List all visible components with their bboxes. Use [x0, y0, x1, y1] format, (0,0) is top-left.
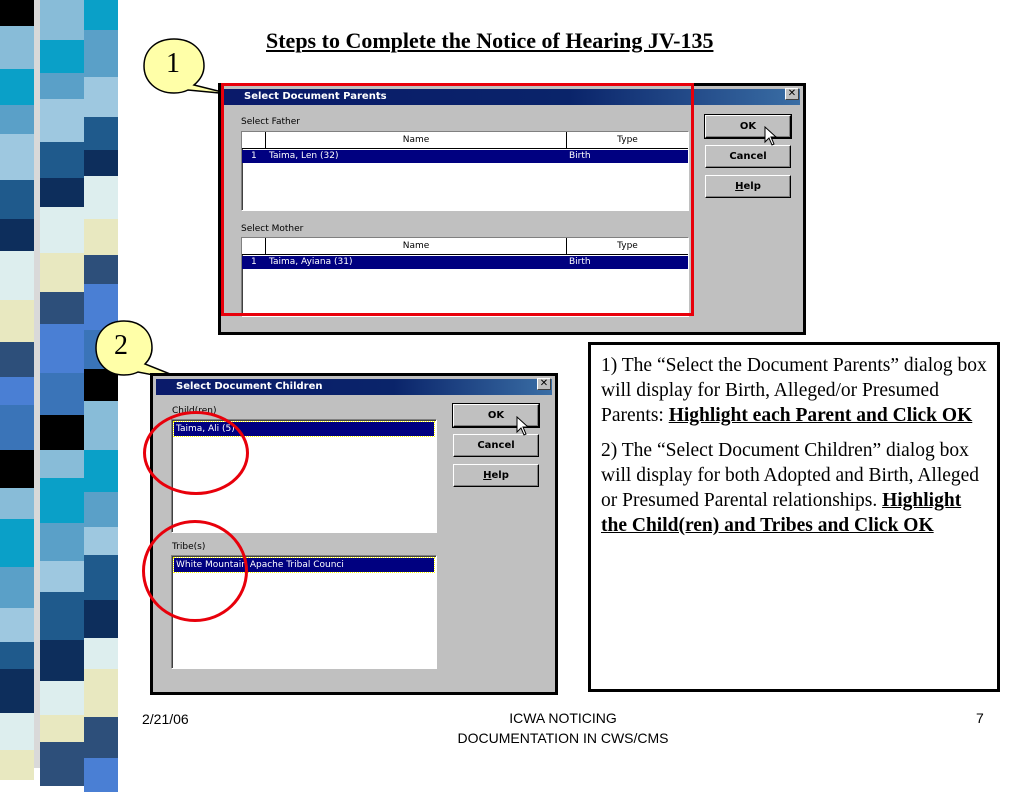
- instruction-2-emphasis: Highlight the Child(ren) and Tribes and Click OK: [601, 490, 962, 536]
- stripe-block: [84, 450, 118, 492]
- dialog-title-bar: Select Document Parents: [224, 89, 800, 105]
- stripe-block: [40, 99, 84, 142]
- stripe-block: [40, 253, 84, 292]
- stripe-block: [84, 117, 118, 150]
- footer-date: 2/21/06: [142, 711, 189, 727]
- stripe-block: [0, 180, 34, 219]
- footer-line-1: ICWA NOTICING: [509, 710, 617, 726]
- select-mother-label: Select Mother: [241, 224, 304, 234]
- close-icon[interactable]: ✕: [537, 378, 551, 390]
- column-header-type[interactable]: Type: [617, 135, 638, 145]
- cancel-button[interactable]: Cancel: [453, 434, 539, 457]
- stripe-block: [40, 592, 84, 640]
- stripe-block: [0, 642, 34, 669]
- stripe-block: [84, 30, 118, 77]
- select-father-label: Select Father: [241, 117, 300, 127]
- stripe-block: [84, 492, 118, 527]
- stripe-block: [40, 373, 84, 415]
- footer-page-number: 7: [976, 710, 984, 726]
- stripe-block: [84, 600, 118, 638]
- column-header-name[interactable]: Name: [266, 132, 567, 149]
- stripe-block: [40, 561, 84, 592]
- stripe-block: [84, 176, 118, 219]
- stripe-block: [84, 527, 118, 555]
- stripe-block: [0, 713, 34, 750]
- instructions-box: [588, 342, 1000, 692]
- stripe-block: [0, 669, 34, 713]
- row-type: Birth: [569, 257, 591, 267]
- stripe-block: [40, 640, 84, 681]
- stripe-block: [40, 324, 84, 373]
- stripe-block: [40, 207, 84, 253]
- stripe-block: [40, 681, 84, 715]
- stripe-block: [40, 523, 84, 561]
- callout-number: 2: [114, 330, 128, 361]
- stripe-block: [40, 415, 84, 450]
- instruction-1-text: 1) The “Select the Document Parents” dialog box will display for Birth, Alleged/or Presumed Parents:: [601, 355, 987, 426]
- stripe-block: [0, 567, 34, 608]
- stripe-block: [84, 401, 118, 450]
- stripe-block: [0, 300, 34, 342]
- stripe-block: [0, 251, 34, 300]
- stripe-block: [0, 219, 34, 251]
- highlight-circle-tribes: [142, 520, 248, 622]
- mouse-pointer-icon: [764, 126, 778, 146]
- help-button[interactable]: [705, 175, 791, 198]
- stripe-block: [40, 478, 84, 523]
- tribes-label: Tribe(s): [172, 542, 206, 552]
- stripe-block: [0, 750, 34, 780]
- stripe-block: [40, 178, 84, 207]
- row-number: 1: [251, 151, 257, 161]
- stripe-block: [84, 0, 118, 30]
- stripe-block: [84, 150, 118, 176]
- column-header-name[interactable]: Name: [266, 238, 567, 255]
- stripe-block: [0, 377, 34, 405]
- stripe-block: [84, 717, 118, 758]
- stripe-block: [0, 608, 34, 642]
- stripe-block: [40, 715, 84, 742]
- cancel-button[interactable]: Cancel: [705, 145, 791, 168]
- help-label: elp: [743, 181, 761, 192]
- stripe-block: [0, 0, 34, 26]
- instruction-1-emphasis: Highlight each Parent and Click OK: [668, 405, 973, 426]
- stripe-block: [84, 638, 118, 669]
- stripe-block: [0, 26, 34, 69]
- stripe-block: [40, 142, 84, 178]
- footer-line-2: DOCUMENTATION IN CWS/CMS: [457, 730, 669, 746]
- row-type: Birth: [569, 151, 591, 161]
- stripe-block: [40, 450, 84, 478]
- children-label: Child(ren): [172, 406, 217, 416]
- stripe-block: [84, 255, 118, 284]
- list-item[interactable]: White Mountain Apache Tribal Counci: [174, 558, 434, 572]
- stripe-block: [40, 73, 84, 99]
- stripe-block: [84, 77, 118, 117]
- mouse-pointer-icon: [516, 416, 530, 436]
- stripe-block: [0, 488, 34, 519]
- row-name: Taima, Ayiana (31): [269, 257, 353, 267]
- stripe-block: [0, 69, 34, 105]
- stripe-block: [0, 519, 34, 567]
- row-name: Taima, Len (32): [269, 151, 339, 161]
- stripe-block: [40, 742, 84, 786]
- slide-title: Steps to Complete the Notice of Hearing JV-135: [266, 28, 714, 53]
- stripe-block: [40, 292, 84, 324]
- callout-number: 1: [166, 48, 180, 79]
- help-mnemonic: H: [735, 181, 744, 192]
- stripe-block: [84, 758, 118, 792]
- highlight-circle-children: [143, 411, 249, 495]
- ok-button[interactable]: OK: [705, 115, 791, 138]
- instruction-1: [601, 353, 989, 428]
- dialog-title-bar: Select Document Children: [156, 379, 552, 395]
- instruction-2-text: 2) The “Select Document Children” dialog box will display for both Adopted and Birth, Alleged or Presumed Parental relationships.: [601, 440, 980, 511]
- stripe-block: [0, 134, 34, 180]
- help-button[interactable]: [453, 464, 539, 487]
- stripe-block: [0, 405, 34, 450]
- column-header-type[interactable]: Type: [617, 241, 638, 251]
- stripe-shadow: [34, 0, 40, 768]
- list-item[interactable]: Taima, Ali (5): [174, 422, 434, 436]
- stripe-block: [84, 669, 118, 717]
- ok-button[interactable]: OK: [453, 404, 539, 427]
- stripe-block: [40, 40, 84, 73]
- stripe-block: [40, 0, 84, 40]
- close-icon[interactable]: ✕: [785, 88, 799, 100]
- stripe-block: [0, 105, 34, 134]
- stripe-block: [84, 555, 118, 600]
- footer-center: [380, 708, 746, 748]
- stripe-block: [0, 450, 34, 488]
- instruction-2: [601, 438, 989, 538]
- help-label: elp: [491, 470, 509, 481]
- stripe-block: [0, 342, 34, 377]
- row-number: 1: [251, 257, 257, 267]
- stripe-block: [84, 219, 118, 255]
- help-mnemonic: H: [483, 470, 492, 481]
- highlight-box-parents: [221, 83, 694, 316]
